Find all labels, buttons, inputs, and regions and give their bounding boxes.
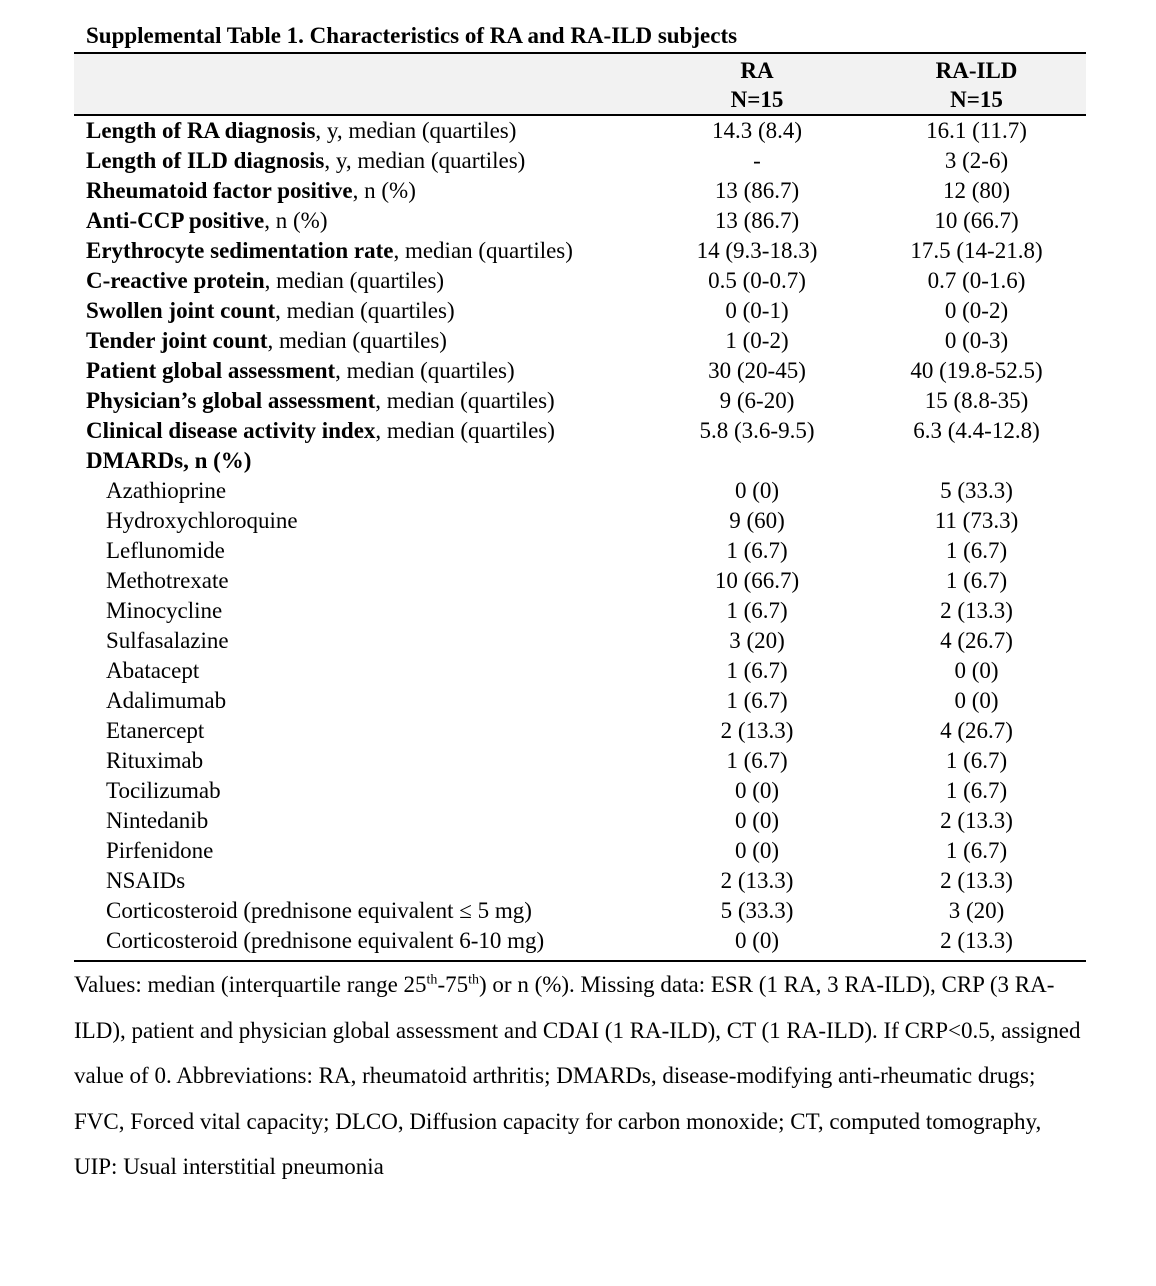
ra-value: 10 (66.7) xyxy=(714,568,800,593)
table-body xyxy=(74,115,1086,961)
ra-ild-value: 1 (6.7) xyxy=(945,748,1008,773)
dmard-row xyxy=(74,566,1086,596)
dmard-label: Leflunomide xyxy=(106,538,225,563)
row-label-bold: Tender joint count xyxy=(86,328,268,353)
table-row xyxy=(74,416,1086,446)
table-row xyxy=(74,356,1086,386)
ra-value: 3 (20) xyxy=(729,628,785,653)
table-row xyxy=(74,176,1086,206)
ra-value: 1 (6.7) xyxy=(726,658,788,683)
row-label xyxy=(74,446,647,476)
table-row xyxy=(74,146,1086,176)
row-label-bold: DMARDs, n (%) xyxy=(86,448,252,473)
footnote-text-3: ) or n (%). Missing data: ESR (1 RA, 3 RA-ILD), CRP (3 RA-ILD), patient and physician global assessment and CDAI (1 RA-ILD), CT (1 RA-ILD). If CRP<0.5, assigned value of 0. Abbreviations: RA, rheumatoid arthritis; DMARDs, disease-modifying anti-rheumatic drugs; FVC, Forced vital capacity; DLCO, Diffusion capacity for carbon monoxide; CT, computed tomography, UIP: Usual interstitial pneumonia xyxy=(74,972,1081,1179)
dmard-row xyxy=(74,476,1086,506)
table-row xyxy=(74,206,1086,236)
row-label-descriptor: , n (%) xyxy=(264,208,328,233)
dmard-label: Methotrexate xyxy=(106,568,229,593)
dmard-label: Minocycline xyxy=(106,598,223,623)
row-label xyxy=(74,326,647,356)
ra-value: 13 (86.7) xyxy=(714,208,800,233)
ra-ild-value: 12 (80) xyxy=(942,178,1011,203)
ra-ild-value: 2 (13.3) xyxy=(940,808,1013,833)
row-label-descriptor: , median (quartiles) xyxy=(267,328,447,353)
footnote-superscript-2: th xyxy=(468,972,479,988)
table-row xyxy=(74,236,1086,266)
ra-value: 30 (20-45) xyxy=(708,358,806,383)
header-empty-cell xyxy=(74,53,647,85)
ra-value: - xyxy=(753,148,761,173)
ra-ild-value: 3 (20) xyxy=(948,898,1005,923)
header-ra-ild-n: N=15 xyxy=(867,85,1086,115)
ra-value: 2 (13.3) xyxy=(720,718,794,743)
dmard-label: Corticosteroid (prednisone equivalent ≤ 5 mg) xyxy=(106,898,532,923)
ra-value: 1 (6.7) xyxy=(726,688,788,713)
row-label-bold: Anti-CCP positive xyxy=(86,208,265,233)
row-label xyxy=(74,236,647,266)
ra-ild-value: 0 (0-3) xyxy=(944,328,1009,353)
footnote-text-1: Values: median (interquartile range 25 xyxy=(74,972,427,997)
ra-value: 1 (6.7) xyxy=(726,748,788,773)
dmard-label: Corticosteroid (prednisone equivalent 6-10 mg) xyxy=(74,926,647,961)
ra-ild-value: 17.5 (14-21.8) xyxy=(910,238,1043,263)
ra-value: 0 (0) xyxy=(734,778,780,803)
header-ra-n: N=15 xyxy=(647,85,867,115)
table-row xyxy=(74,115,1086,146)
ra-value: 5 (33.3) xyxy=(720,898,794,923)
dmard-row xyxy=(74,746,1086,776)
row-label-bold: Erythrocyte sedimentation rate xyxy=(86,238,394,263)
dmard-row xyxy=(74,506,1086,536)
row-label xyxy=(74,356,647,386)
ra-ild-value: 1 (6.7) xyxy=(945,778,1008,803)
table-caption: Supplemental Table 1. Characteristics of RA and RA-ILD subjects xyxy=(86,23,738,48)
row-label xyxy=(74,176,647,206)
dmard-row xyxy=(74,656,1086,686)
ra-ild-value: 3 (2-6) xyxy=(944,148,1009,173)
row-label-descriptor: , n (%) xyxy=(352,178,416,203)
dmard-row xyxy=(74,896,1086,926)
table-row xyxy=(74,296,1086,326)
ra-ild-value: 1 (6.7) xyxy=(945,538,1008,563)
table-row xyxy=(74,266,1086,296)
row-label-descriptor: , median (quartiles) xyxy=(335,358,515,383)
ra-ild-value: 2 (13.3) xyxy=(940,868,1013,893)
ra-ild-value: 2 (13.3) xyxy=(867,926,1086,961)
dmard-row xyxy=(74,596,1086,626)
row-label-bold: Length of ILD diagnosis xyxy=(86,148,325,173)
header-ra: RA xyxy=(647,53,867,85)
ra-ild-value: 0 (0) xyxy=(954,688,999,713)
ra-value xyxy=(647,446,867,476)
ra-value: 1 (6.7) xyxy=(726,598,788,623)
dmard-row xyxy=(74,686,1086,716)
row-label-bold: Swollen joint count xyxy=(86,298,276,323)
row-label-bold: Length of RA diagnosis xyxy=(86,118,316,143)
row-label-descriptor: , median (quartiles) xyxy=(275,298,455,323)
row-label-bold: Rheumatoid factor positive xyxy=(86,178,353,203)
ra-value: 0.5 (0-0.7) xyxy=(708,268,806,293)
ra-value: 0 (0-1) xyxy=(725,298,789,323)
supplemental-table-block xyxy=(74,20,1086,1190)
ra-ild-value: 4 (26.7) xyxy=(940,628,1013,653)
dmard-label: Pirfenidone xyxy=(106,838,214,863)
ra-value: 0 (0) xyxy=(734,478,780,503)
row-label-bold: Physician’s global assessment xyxy=(86,388,376,413)
ra-value: 2 (13.3) xyxy=(720,868,794,893)
dmard-row xyxy=(74,926,1086,961)
ra-ild-value: 15 (8.8-35) xyxy=(924,388,1029,413)
row-label-descriptor: , median (quartiles) xyxy=(393,238,573,263)
dmard-row xyxy=(74,806,1086,836)
row-label-bold: C-reactive protein xyxy=(86,268,265,293)
row-label-bold: Patient global assessment xyxy=(86,358,336,383)
ra-ild-value xyxy=(867,446,1086,476)
dmard-label: Tocilizumab xyxy=(106,778,221,803)
row-label-bold: Clinical disease activity index xyxy=(86,418,376,443)
dmard-label: Rituximab xyxy=(106,748,204,773)
row-label xyxy=(74,115,647,146)
dmard-label: Sulfasalazine xyxy=(106,628,229,653)
table-row xyxy=(74,446,1086,476)
header-row-sample-sizes xyxy=(74,85,1086,115)
ra-ild-value: 10 (66.7) xyxy=(934,208,1019,233)
ra-value: 14 (9.3-18.3) xyxy=(696,238,818,263)
row-label xyxy=(74,206,647,236)
footnote-text-2: -75 xyxy=(437,972,469,997)
ra-ild-value: 40 (19.8-52.5) xyxy=(910,358,1043,383)
row-label-descriptor: , y, median (quartiles) xyxy=(324,148,526,173)
dmard-row xyxy=(74,866,1086,896)
ra-value: 9 (60) xyxy=(729,508,785,533)
ra-ild-value: 1 (6.7) xyxy=(945,568,1008,593)
dmard-row xyxy=(74,536,1086,566)
header-ra-ild: RA-ILD xyxy=(867,53,1086,85)
row-label xyxy=(74,266,647,296)
table-row xyxy=(74,326,1086,356)
ra-ild-value: 4 (26.7) xyxy=(940,718,1013,743)
table-row xyxy=(74,386,1086,416)
dmard-row xyxy=(74,776,1086,806)
dmard-label: Hydroxychloroquine xyxy=(106,508,298,533)
ra-ild-value: 5 (33.3) xyxy=(940,478,1013,503)
row-label xyxy=(74,386,647,416)
row-label xyxy=(74,296,647,326)
ra-value: 13 (86.7) xyxy=(714,178,800,203)
dmard-label: Abatacept xyxy=(106,658,200,683)
table-footnote xyxy=(74,962,1086,1190)
ra-value: 0 (0) xyxy=(734,808,780,833)
ra-ild-value: 1 (6.7) xyxy=(945,838,1008,863)
row-label-descriptor: , median (quartiles) xyxy=(375,388,555,413)
header-empty-cell xyxy=(74,85,647,115)
ra-value: 1 (0-2) xyxy=(725,328,789,353)
ra-ild-value: 6.3 (4.4-12.8) xyxy=(913,418,1040,443)
dmard-row xyxy=(74,626,1086,656)
ra-value: 1 (6.7) xyxy=(726,538,788,563)
dmard-row xyxy=(74,716,1086,746)
row-label xyxy=(74,416,647,446)
dmard-label: NSAIDs xyxy=(106,868,186,893)
dmard-label: Etanercept xyxy=(106,718,205,743)
ra-value: 5.8 (3.6-9.5) xyxy=(699,418,815,443)
ra-ild-value: 0 (0) xyxy=(954,658,999,683)
ra-ild-value: 11 (73.3) xyxy=(934,508,1019,533)
dmard-label: Adalimumab xyxy=(106,688,227,713)
ra-value: 0 (0) xyxy=(734,838,780,863)
dmard-row xyxy=(74,836,1086,866)
ra-ild-value: 16.1 (11.7) xyxy=(926,118,1027,143)
ra-ild-value: 2 (13.3) xyxy=(940,598,1013,623)
ra-value: 0 (0) xyxy=(647,926,867,961)
row-label-descriptor: , median (quartiles) xyxy=(375,418,555,443)
row-label-descriptor: , median (quartiles) xyxy=(264,268,445,293)
row-label xyxy=(74,146,647,176)
header-row-group-names xyxy=(74,53,1086,85)
dmard-label: Nintedanib xyxy=(106,808,209,833)
ra-value: 14.3 (8.4) xyxy=(711,118,803,143)
ra-ild-value: 0 (0-2) xyxy=(944,298,1009,323)
footnote-superscript-1: th xyxy=(426,972,438,988)
dmard-label: Azathioprine xyxy=(106,478,227,503)
characteristics-table xyxy=(74,52,1086,962)
row-label-descriptor: , y, median (quartiles) xyxy=(315,118,517,143)
ra-value: 9 (6-20) xyxy=(719,388,795,413)
ra-ild-value: 0.7 (0-1.6) xyxy=(927,268,1026,293)
